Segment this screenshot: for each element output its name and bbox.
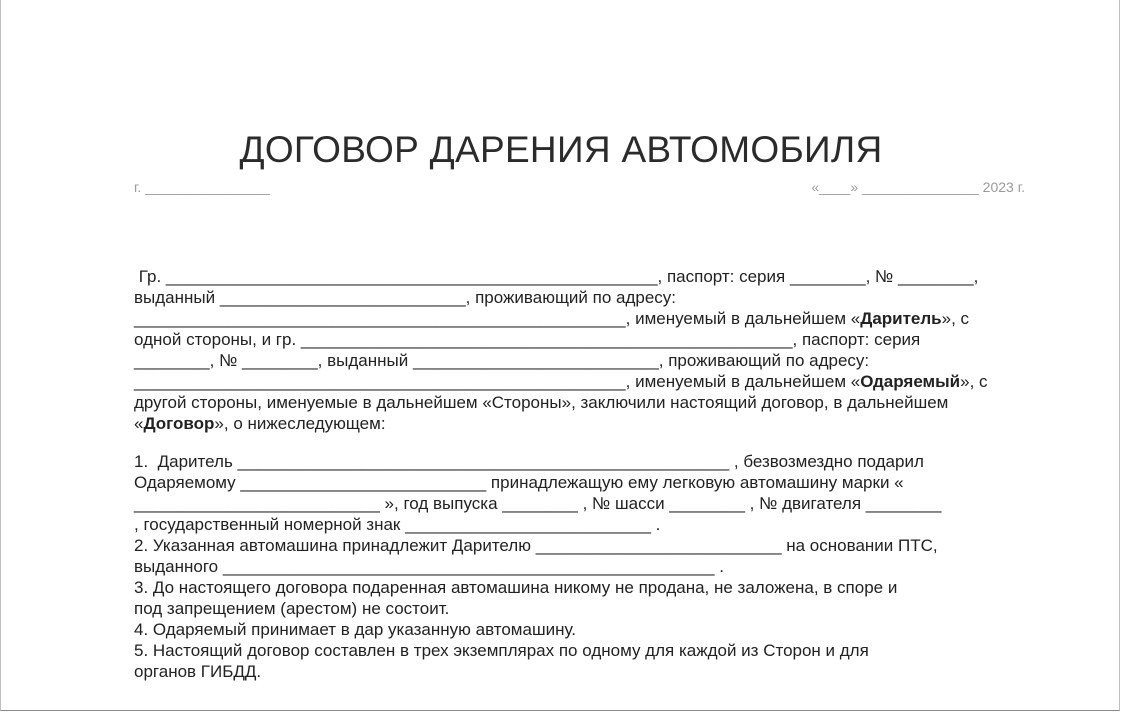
intro-text-3: », с другой стороны, именуемые в дальнейшем «Стороны», заключили настоящий договор, в дальнейшем « (134, 372, 993, 433)
paragraph-gap (134, 434, 994, 451)
intro-text-4: », о нижеследующем: (214, 414, 386, 433)
clause-line: 4. Одаряемый принимает в дар указанную автомашину. (134, 620, 576, 639)
contract-term: Договор (143, 414, 215, 433)
clause-line: 3. До настоящего договора подаренная автомашина никому не продана, не заложена, в споре и (134, 578, 898, 597)
document-body (134, 266, 994, 682)
intro-text-1: Гр. ____________________________________________________, паспорт: серия ________, № ________, выданный __________________________, проживающий по адресу: ____________________________________________________, именуемый в дальнейшем « (134, 267, 984, 328)
intro-paragraph (134, 266, 994, 434)
clause-line: выданного ____________________________________________________ . (134, 557, 724, 576)
date-field: «____» _______________ 2023 г. (811, 179, 1025, 195)
document-title: ДОГОВОР ДАРЕНИЯ АВТОМОБИЛЯ (239, 129, 883, 170)
recipient-term: Одаряемый (860, 372, 961, 391)
clause-line: 5. Настоящий договор составлен в трех экземплярах по одному для каждой из Сторон и для (134, 641, 869, 660)
donor-term: Даритель (860, 309, 942, 328)
intro-text-2: », с одной стороны, и гр. ____________________________________________________, паспорт: серия ________, № ________, выданный __________________________, проживающий по адресу: ____________________________________________________, именуемый в дальнейшем « (134, 309, 974, 391)
clause-line: 1. Даритель ____________________________________________________ , безвозмездно подарил (134, 452, 924, 471)
clause-line: под запрещением (арестом) не состоит. (134, 599, 450, 618)
clause-line: органов ГИБДД. (134, 662, 262, 681)
clause-line: Одаряемому __________________________ принадлежащую ему легковую автомашину марки « (134, 473, 904, 492)
city-field: г. ________________ (134, 179, 270, 195)
clause-line: __________________________ », год выпуска ________ , № шасси ________ , № двигателя ________ (134, 494, 942, 513)
clause-line: , государственный номерной знак __________________________ . (134, 515, 661, 534)
clause-line: 2. Указанная автомашина принадлежит Дарителю __________________________ на основании ПТС, (134, 536, 938, 555)
